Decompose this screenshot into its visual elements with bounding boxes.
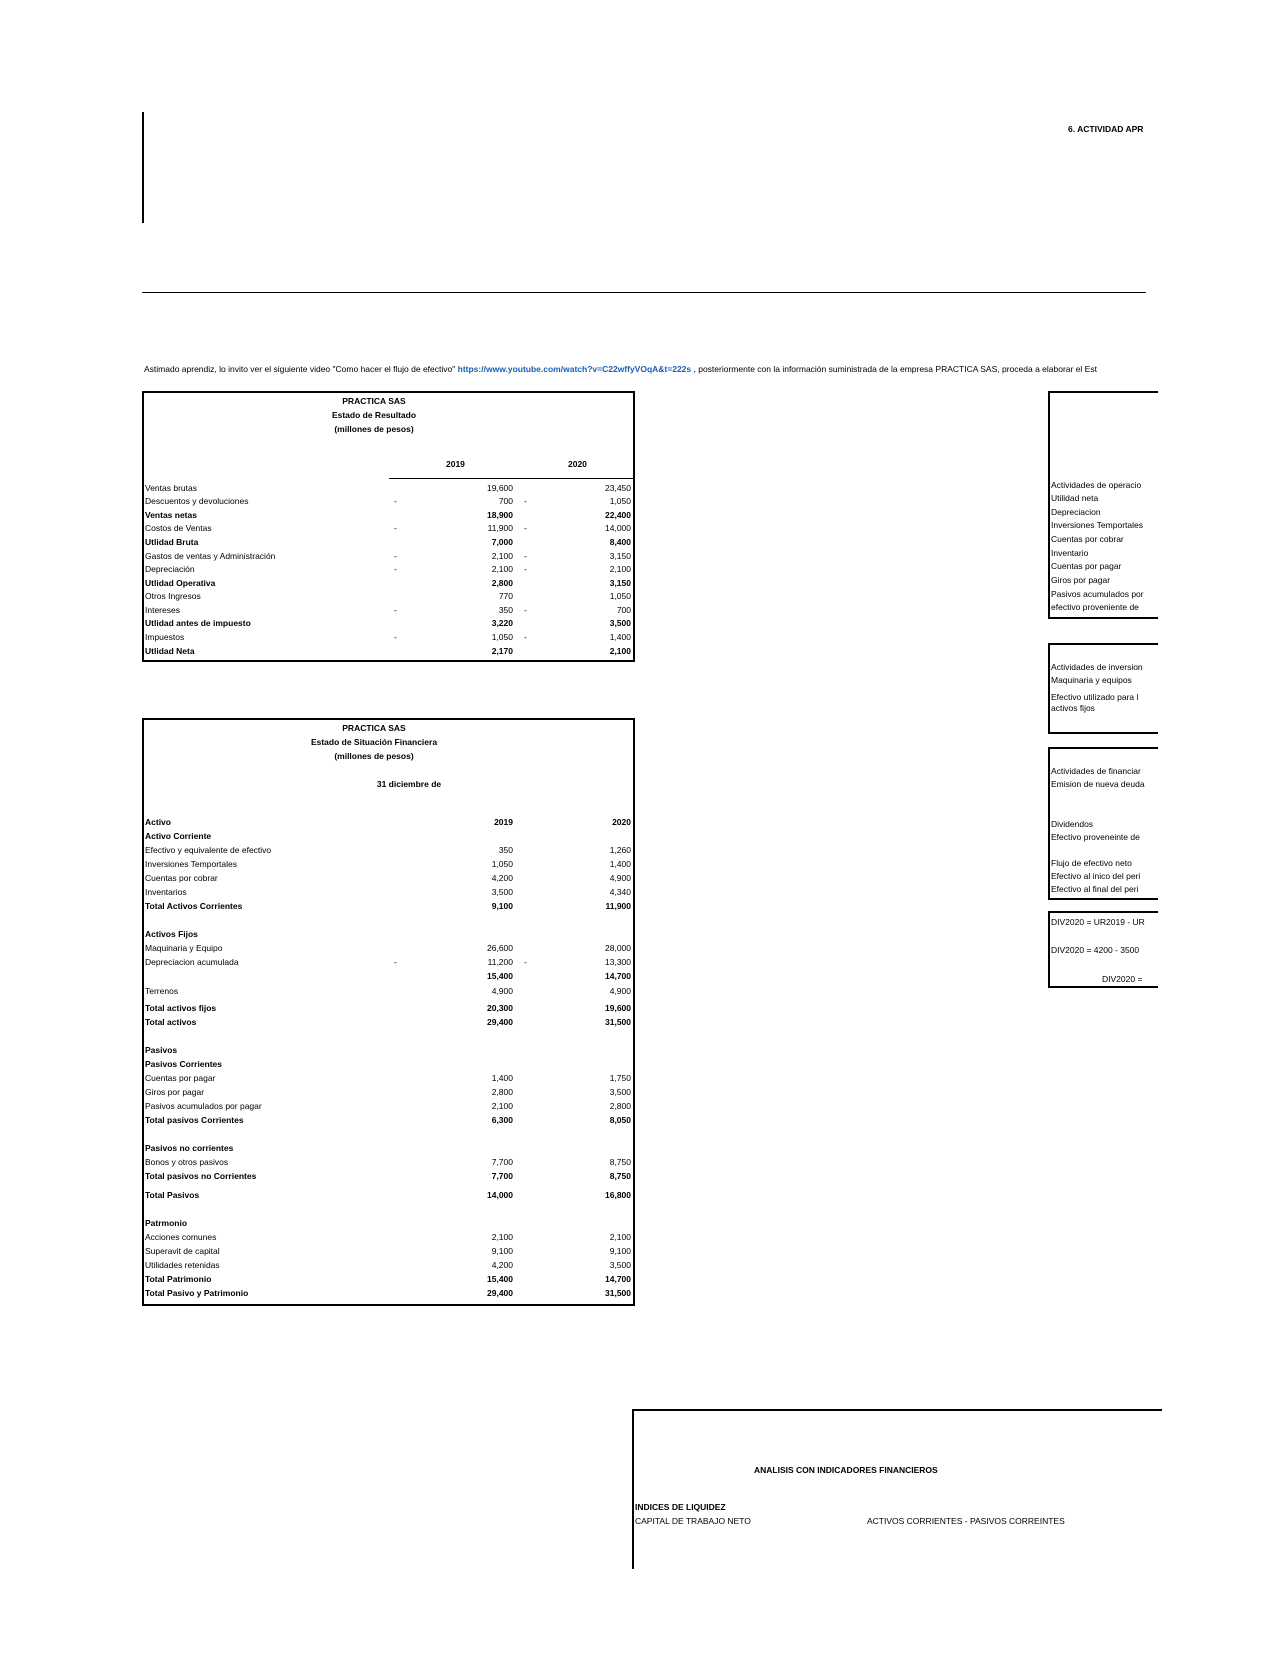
dividends-line: [1050, 973, 1158, 986]
row-value-2020: 4,340: [609, 887, 631, 897]
cash-flow-investing-box: [1048, 643, 1158, 734]
cf-operating-item: [1050, 533, 1158, 546]
table-row: [144, 956, 633, 969]
row-value-2020: 1,050: [609, 591, 631, 601]
income-subtitle: (millones de pesos): [334, 424, 414, 434]
cf-investing-label: activos fijos: [1051, 703, 1095, 713]
row-value-2020: 31,500: [605, 1288, 631, 1298]
row-value-2019: 2,170: [491, 646, 513, 656]
cf-operating-item: [1050, 601, 1158, 614]
cf-operating-item: [1050, 506, 1158, 519]
income-statement-table: [142, 391, 635, 662]
row-value-2020: 1,400: [609, 859, 631, 869]
cf-operating-label: Cuentas por pagar: [1051, 561, 1122, 571]
cf-financing-item: [1050, 818, 1158, 831]
row-value-2020: 14,000: [605, 523, 631, 533]
dividends-box: [1048, 911, 1158, 988]
row-value-2020: 1,260: [609, 845, 631, 855]
row-value-2020: 8,050: [609, 1115, 631, 1125]
row-label: Bonos y otros pasivos: [145, 1157, 229, 1167]
cf-investing-label: Efectivo utilizado para l: [1051, 692, 1139, 702]
cf-operating-label: Depreciacion: [1051, 507, 1101, 517]
row-label: Gastos de ventas y Administración: [145, 551, 276, 561]
row-value-2019: 7,000: [491, 537, 513, 547]
row-label: Ventas netas: [145, 510, 197, 520]
row-value-2020: 22,400: [605, 510, 631, 520]
table-row: [144, 1273, 633, 1286]
table-row: [144, 1170, 633, 1183]
cash-flow-financing-box: [1048, 747, 1158, 900]
table-row: [144, 1016, 633, 1029]
balance-date-label: 31 diciembre de: [376, 779, 442, 789]
table-row: [144, 900, 633, 913]
indicators-item-label: CAPITAL DE TRABAJO NETO: [635, 1516, 751, 1526]
row-value-2020: 2,100: [609, 564, 631, 574]
cf-investing-item: [1050, 674, 1158, 687]
table-row: [144, 816, 633, 829]
table-row: [144, 1100, 633, 1113]
table-row: [144, 886, 633, 899]
income-title: Estado de Resultado: [331, 410, 417, 420]
row-label: Pasivos Corrientes: [145, 1059, 223, 1069]
row-value-2020: 700: [616, 605, 631, 615]
table-row: [144, 522, 633, 535]
row-sign-2019: -: [394, 551, 397, 561]
row-label: Efectivo y equivalente de efectivo: [145, 845, 272, 855]
balance-sheet-table: [142, 718, 635, 1306]
row-label: Utlidad Operativa: [145, 578, 216, 588]
row-value-2019: 4,900: [491, 986, 513, 996]
row-value-2020: 2,100: [609, 1232, 631, 1242]
row-value-2019: 6,300: [491, 1115, 513, 1125]
table-row: [144, 563, 633, 576]
table-row: [144, 1287, 633, 1300]
table-row: [144, 617, 633, 630]
row-value-2020: 31,500: [605, 1017, 631, 1027]
row-value-2019: 26,600: [487, 943, 513, 953]
row-value-2019: 2,100: [491, 564, 513, 574]
row-label: Activos Fijos: [145, 929, 198, 939]
row-value-2019: 29,400: [487, 1017, 513, 1027]
cf-financing-item: [1050, 883, 1158, 896]
row-label: Ventas brutas: [145, 483, 197, 493]
cf-operating-item: [1050, 547, 1158, 560]
row-value-2019: 4,200: [491, 873, 513, 883]
cash-flow-operating-box: [1048, 391, 1158, 619]
cf-investing-item: [1050, 702, 1158, 715]
table-row: [144, 631, 633, 644]
row-value-2019: 3,220: [491, 618, 513, 628]
row-label: Depreciación: [145, 564, 195, 574]
row-sign-2019: -: [394, 632, 397, 642]
cf-investing-label: Maquinaria y equipos: [1051, 675, 1132, 685]
intro-video-link[interactable]: https://www.youtube.com/watch?v=C22wffyVOqA&t=222s: [457, 364, 692, 374]
row-label: Total Pasivo y Patrimonio: [145, 1288, 249, 1298]
cf-financing-label: Efectivo proveneinte de: [1051, 832, 1140, 842]
row-label: Total activos fijos: [145, 1003, 217, 1013]
row-value-2020: 23,450: [605, 483, 631, 493]
row-value-2019: 7,700: [491, 1171, 513, 1181]
cf-financing-item: [1050, 765, 1158, 778]
table-row: [144, 1217, 633, 1230]
dividends-text: DIV2020 =: [1102, 974, 1143, 984]
cf-financing-label: Efectivo al inico del peri: [1051, 871, 1141, 881]
income-company: PRACTICA SAS: [342, 396, 406, 406]
row-value-2019: 2,100: [491, 1101, 513, 1111]
row-value-2020: 16,800: [605, 1190, 631, 1200]
cf-financing-label: Dividendos: [1051, 819, 1094, 829]
row-value-2019: 1,050: [491, 632, 513, 642]
row-label: Intereses: [145, 605, 180, 615]
row-value-2019: 7,700: [491, 1157, 513, 1167]
cf-operating-label: Giros por pagar: [1051, 575, 1111, 585]
row-label: Maquinaria y Equipo: [145, 943, 223, 953]
indicators-section: INDICES DE LIQUIDEZ: [635, 1502, 726, 1512]
row-sign-2020: -: [524, 605, 527, 615]
header-vertical-rule: [142, 112, 144, 223]
table-row: [144, 1086, 633, 1099]
table-row: [144, 1189, 633, 1202]
row-label: Cuentas por cobrar: [145, 873, 218, 883]
row-value-2019: 2,100: [491, 1232, 513, 1242]
row-label: Inventarios: [145, 887, 187, 897]
row-value-2019: 700: [498, 496, 513, 506]
table-row: [144, 550, 633, 563]
indicators-title: ANALISIS CON INDICADORES FINANCIEROS: [754, 1465, 938, 1475]
dividends-text: DIV2020 = UR2019 - UR: [1051, 917, 1145, 927]
cf-operating-label: Utilidad neta: [1051, 493, 1099, 503]
row-label: Total Activos Corrientes: [145, 901, 243, 911]
row-sign-2020: -: [524, 564, 527, 574]
row-value-2020: 11,900: [605, 901, 631, 911]
row-value-2019: 2,800: [491, 578, 513, 588]
table-row: [144, 1044, 633, 1057]
cf-operating-label: efectivo proveniente de: [1051, 602, 1139, 612]
row-value-2019: 350: [498, 605, 513, 615]
balance-title: Estado de Situación Financiera: [310, 737, 438, 747]
table-row: [144, 604, 633, 617]
cf-operating-label: Inventario: [1051, 548, 1089, 558]
table-row: [144, 858, 633, 871]
row-label: Giros por pagar: [145, 1087, 205, 1097]
table-row: [144, 1142, 633, 1155]
row-label: Impuestos: [145, 632, 185, 642]
table-row: [144, 495, 633, 508]
table-row: [144, 577, 633, 590]
cf-financing-item: [1050, 831, 1158, 844]
row-value-2020: 19,600: [605, 1003, 631, 1013]
table-row: [144, 1058, 633, 1071]
row-value-2020: 4,900: [609, 873, 631, 883]
row-value-2020: 14,700: [605, 971, 631, 981]
cf-financing-label: Emision de nueva deuda: [1051, 779, 1145, 789]
row-value-2019: 1,050: [491, 859, 513, 869]
cf-operating-label: Actividades de operacio: [1051, 480, 1142, 490]
row-label: Depreciacion acumulada: [145, 957, 239, 967]
row-value-2019: 9,100: [491, 1246, 513, 1256]
row-value-2019: 9,100: [491, 901, 513, 911]
table-row: [144, 1231, 633, 1244]
activity-title: 6. ACTIVIDAD APR: [1068, 124, 1144, 134]
row-sign-2020: -: [524, 551, 527, 561]
row-value-2020: 3,500: [609, 1260, 631, 1270]
dividends-line: [1050, 916, 1158, 929]
row-label: Costos de Ventas: [145, 523, 212, 533]
row-value-2020: 3,500: [609, 1087, 631, 1097]
intro-paragraph: [144, 363, 1146, 375]
row-value-2020: 8,750: [609, 1157, 631, 1167]
row-sign-2020: -: [524, 957, 527, 967]
cf-operating-item: [1050, 588, 1158, 601]
row-label: Pasivos acumulados por pagar: [145, 1101, 262, 1111]
row-sign-2020: -: [524, 523, 527, 533]
cf-investing-header: [1050, 661, 1158, 674]
row-value-2019: 18,900: [487, 510, 513, 520]
row-value-2020: 9,100: [609, 1246, 631, 1256]
row-value-2020: 3,150: [609, 578, 631, 588]
cf-investing-label: Actividades de inversion: [1051, 662, 1143, 672]
table-row: [144, 830, 633, 843]
cf-operating-item: [1050, 560, 1158, 573]
income-col-rule: [389, 478, 635, 479]
cf-operating-item: [1050, 574, 1158, 587]
row-value-2019: 15,400: [487, 971, 513, 981]
row-value-2020: 8,400: [609, 537, 631, 547]
balance-company: PRACTICA SAS: [342, 723, 406, 733]
row-label: Total Patrimonio: [145, 1274, 212, 1284]
row-sign-2019: -: [394, 564, 397, 574]
row-value-2020: 1,050: [609, 496, 631, 506]
row-value-2020: 14,700: [605, 1274, 631, 1284]
row-value-2019: 350: [498, 845, 513, 855]
table-row: [144, 928, 633, 941]
row-label: Acciones comunes: [145, 1232, 217, 1242]
row-value-2019: 3,500: [491, 887, 513, 897]
row-label: Pasivos: [145, 1045, 178, 1055]
table-row: [144, 942, 633, 955]
row-value-2019: 29,400: [487, 1288, 513, 1298]
row-label: Terrenos: [145, 986, 179, 996]
cf-financing-label: Actividades de financiar: [1051, 766, 1141, 776]
row-value-2019: 2019: [494, 817, 513, 827]
row-value-2020: 3,150: [609, 551, 631, 561]
row-value-2019: 14,000: [487, 1190, 513, 1200]
row-value-2019: 20,300: [487, 1003, 513, 1013]
cf-operating-label: Cuentas por cobrar: [1051, 534, 1124, 544]
table-row: [144, 1156, 633, 1169]
row-value-2020: 2,100: [609, 646, 631, 656]
row-value-2020: 4,900: [609, 986, 631, 996]
income-col-2020: 2020: [568, 459, 587, 469]
cf-operating-label: Inversiones Temportales: [1051, 520, 1143, 530]
income-col-2019: 2019: [446, 459, 465, 469]
row-value-2019: 1,400: [491, 1073, 513, 1083]
intro-text-before: Astimado aprendiz, lo invito ver el siguiente video "Como hacer el flujo de efectivo": [144, 364, 456, 374]
row-value-2020: 8,750: [609, 1171, 631, 1181]
cf-financing-label: Efectivo al final del peri: [1051, 884, 1139, 894]
row-sign-2019: -: [394, 605, 397, 615]
row-label: Utilidades retenidas: [145, 1260, 220, 1270]
cf-operating-item: [1050, 479, 1158, 492]
row-sign-2019: -: [394, 523, 397, 533]
row-label: Cuentas por pagar: [145, 1073, 216, 1083]
row-value-2020: 3,500: [609, 618, 631, 628]
row-value-2019: 15,400: [487, 1274, 513, 1284]
table-row: [144, 872, 633, 885]
cf-financing-item: [1050, 857, 1158, 870]
row-label: Total pasivos no Corrientes: [145, 1171, 257, 1181]
row-label: Utlidad Neta: [145, 646, 195, 656]
table-row: [144, 1114, 633, 1127]
table-row: [144, 590, 633, 603]
row-value-2019: 4,200: [491, 1260, 513, 1270]
table-row: [144, 1259, 633, 1272]
cf-financing-item: [1050, 870, 1158, 883]
row-label: Activo: [145, 817, 171, 827]
row-value-2020: 1,750: [609, 1073, 631, 1083]
indicators-box: [632, 1409, 1162, 1569]
table-row: [144, 1002, 633, 1015]
row-value-2019: 19,600: [487, 483, 513, 493]
row-label: Utlidad antes de impuesto: [145, 618, 251, 628]
row-sign-2019: -: [394, 496, 397, 506]
row-label: Total activos: [145, 1017, 197, 1027]
table-row: [144, 1245, 633, 1258]
row-value-2019: 2,800: [491, 1087, 513, 1097]
intro-text-after: , posteriormente con la información suministrada de la empresa PRACTICA SAS, proceda a elaborar el Est: [693, 364, 1097, 374]
row-label: Utlidad Bruta: [145, 537, 199, 547]
row-sign-2020: -: [524, 632, 527, 642]
indicators-item-formula: ACTIVOS CORRIENTES - PASIVOS CORREINTES: [867, 1516, 1065, 1526]
row-value-2019: 2,100: [491, 551, 513, 561]
row-value-2020: 1,400: [609, 632, 631, 642]
row-value-2019: 11,900: [487, 523, 513, 533]
row-value-2020: 28,000: [605, 943, 631, 953]
row-label: Pasivos no corrientes: [145, 1143, 234, 1153]
table-row: [144, 844, 633, 857]
row-label: Total Pasivos: [145, 1190, 200, 1200]
row-value-2019: 11,200: [487, 957, 513, 967]
cf-operating-label: Pasivos acumulados por: [1051, 589, 1144, 599]
dividends-line: [1050, 944, 1158, 957]
cf-operating-item: [1050, 492, 1158, 505]
row-value-2020: 2,800: [609, 1101, 631, 1111]
row-value-2020: 2020: [612, 817, 631, 827]
row-label: Total pasivos Corrientes: [145, 1115, 244, 1125]
table-row: [144, 985, 633, 998]
row-label: Superavit de capital: [145, 1246, 220, 1256]
row-label: Activo Corriente: [145, 831, 212, 841]
row-label: Descuentos y devoluciones: [145, 496, 249, 506]
row-label: Otros Ingresos: [145, 591, 201, 601]
table-row: [144, 536, 633, 549]
row-label: Patrmonio: [145, 1218, 188, 1228]
row-value-2020: 13,300: [605, 957, 631, 967]
header-horizontal-rule: [142, 292, 1146, 293]
dividends-text: DIV2020 = 4200 - 3500: [1051, 945, 1140, 955]
row-sign-2019: -: [394, 957, 397, 967]
table-row: [144, 509, 633, 522]
table-row: [144, 482, 633, 495]
table-row: [144, 1072, 633, 1085]
cf-financing-label: Flujo de efectivo neto: [1051, 858, 1132, 868]
cf-operating-item: [1050, 519, 1158, 532]
cf-financing-item: [1050, 778, 1158, 791]
balance-subtitle: (millones de pesos): [334, 751, 414, 761]
table-row: [144, 970, 633, 983]
row-sign-2020: -: [524, 496, 527, 506]
row-label: Inversiones Temportales: [145, 859, 237, 869]
row-value-2019: 770: [498, 591, 513, 601]
table-row: [144, 645, 633, 658]
